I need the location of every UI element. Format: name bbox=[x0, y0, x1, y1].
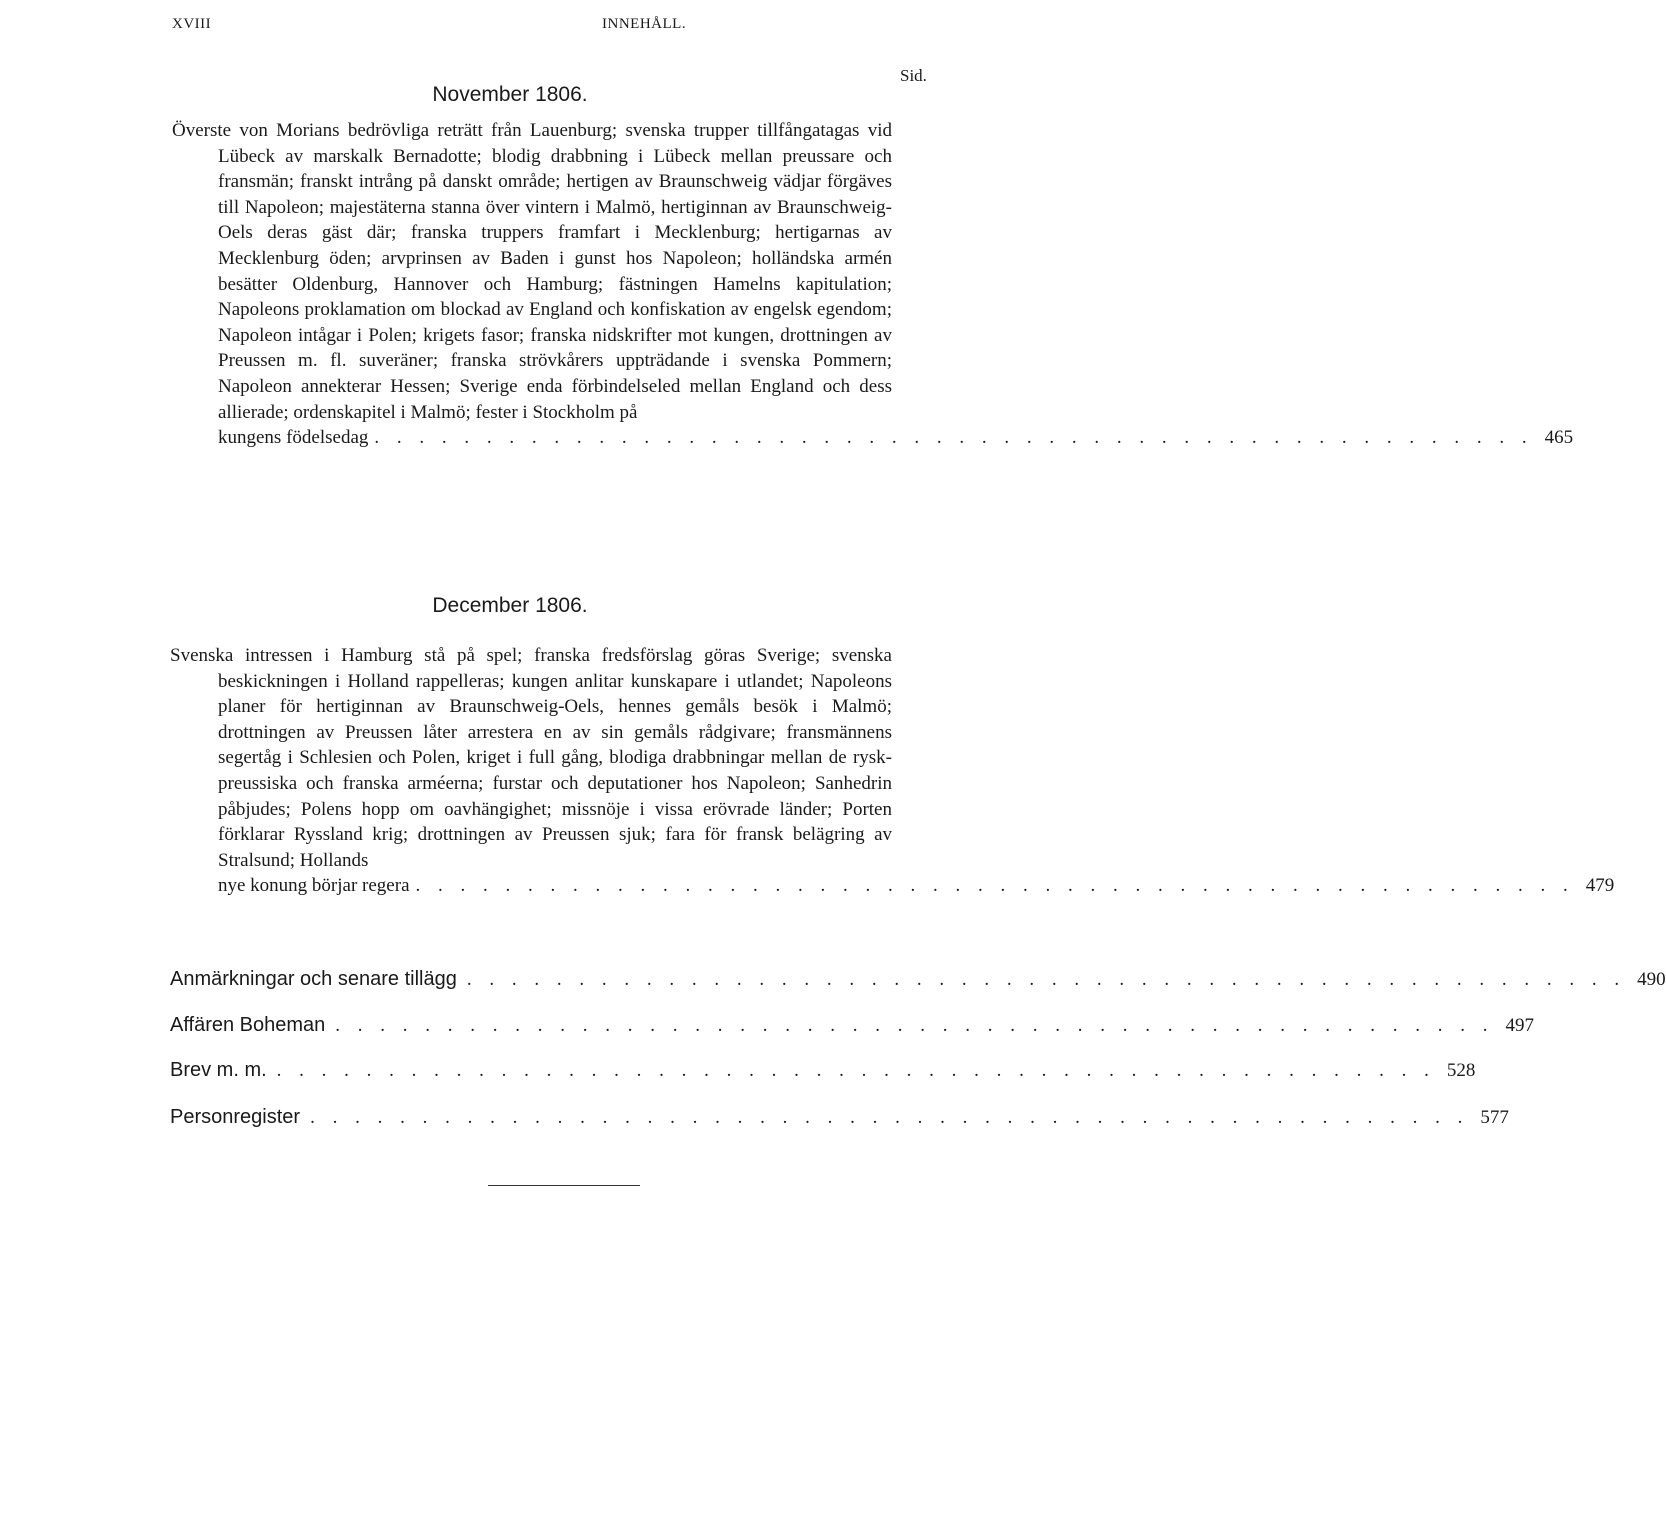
toc-entry-november bbox=[172, 118, 1574, 451]
entry-page-number: 497 bbox=[1505, 1015, 1535, 1036]
toc-entry-brev bbox=[170, 1059, 1476, 1082]
entry-summary: Svenska intressen i Hamburg stå på spel; franska fredsförslag göras Sverige; svenska beskickningen i Holland rappelleras; kungen anlitar kunskapare i utlandet; Napoleons planer för hertiginnan av Braunschweig-Oels, hennes gemåls besök i Malmö; drottningen av Preussen låter arrestera en av sin gemåls rådgivare; fransmännens segertåg i Schlesien och Polen, kriget i full gång, blodiga drabbningar mellan de rysk-preussiska och franska arméerna; furstar och deputationer hos Napoleon; Sanhedrin påbjudes; Polens hopp om oavhängighet; missnöje i vissa erövrade länder; Porten förklarar Ryssland krig; drottningen av Preussen sjuk; fara för fransk belägring av Stralsund; Hollands bbox=[170, 645, 892, 871]
entry-label: Personregister bbox=[170, 1106, 301, 1128]
page-column-label: Sid. bbox=[900, 66, 927, 85]
section-heading-november: November 1806. bbox=[432, 83, 588, 106]
toc-entry-personregister bbox=[170, 1106, 1509, 1129]
entry-last-line bbox=[218, 425, 1574, 451]
entry-summary: Överste von Morians bedrövliga reträtt från Lauenburg; svenska trupper tillfångatagas vid Lübeck av marskalk Bernadotte; blodig drabbning i Lübeck mellan preussare och fransmän; franskt intrång på danskt område; hertigen av Braunschweig vädjar förgäves till Napoleon; majestäterna stanna över vintern i Malmö, hertiginnan av Braunschweig-Oels deras gäst där; franska truppers framfart i Mecklenburg; hertigarnas av Mecklenburg öden; arvprinsen av Baden i gunst hos Napoleon; holländska armén besätter Oldenburg, Hannover och Hamburg; fästningen Hamelns kapitulation; Napoleons proklamation om blockad av England och konfiskation av engelsk egendom; Napoleon intågar i Polen; krigets fasor; franska nidskrifter mot kungen, drottningen av Preussen m. fl. suveräner; franska strövkårers uppträdande i svenska Pommern; Napoleon annekterar Hessen; Sverige enda förbindelseled mellan England och dess allierade; ordenskapitel i Malmö; fester i Stockholm på bbox=[172, 120, 892, 423]
entry-page-number: 577 bbox=[1480, 1107, 1509, 1128]
entry-page-number: 465 bbox=[1544, 427, 1574, 449]
entry-label: Affären Boheman bbox=[170, 1014, 326, 1036]
entry-page-number: 528 bbox=[1446, 1060, 1476, 1081]
entry-last-text: kungens födelsedag bbox=[218, 427, 369, 449]
entry-page-number: 479 bbox=[1585, 875, 1615, 897]
entry-last-text: nye konung börjar regera bbox=[218, 875, 410, 897]
dot-leader: . . . . . . . . . . . . . . . . . . . . . . . . . . . . . . . . . . . . . . . . . . . . . . . . . . . . bbox=[466, 969, 1626, 990]
page-title: INNEHÅLL. bbox=[602, 16, 687, 32]
dot-leader: . . . . . . . . . . . . . . . . . . . . . . . . . . . . . . . . . . . . . . . . . . . . . . . . . . . . bbox=[335, 1015, 1495, 1036]
dot-leader: . . . . . . . . . . . . . . . . . . . . . . . . . . . . . . . . . . . . . . . . . . . . . . . . . . . . bbox=[276, 1060, 1436, 1081]
entry-page-number: 490 bbox=[1637, 969, 1666, 990]
section-heading-december: December 1806. bbox=[432, 594, 588, 617]
end-rule-divider bbox=[488, 1185, 640, 1186]
toc-entry-anmarkningar bbox=[170, 968, 1666, 991]
dot-leader: . . . . . . . . . . . . . . . . . . . . . . . . . . . . . . . . . . . . . . . . . . . . . . . . . . . . bbox=[310, 1107, 1469, 1128]
dot-leader: . . . . . . . . . . . . . . . . . . . . . . . . . . . . . . . . . . . . . . . . . . . . . . . . . . . . bbox=[374, 427, 1534, 449]
entry-last-line bbox=[218, 873, 1615, 899]
page-number: XVIII bbox=[172, 16, 212, 32]
entry-label: Brev m. m. bbox=[170, 1059, 267, 1081]
toc-entry-december bbox=[170, 643, 1615, 899]
dot-leader: . . . . . . . . . . . . . . . . . . . . . . . . . . . . . . . . . . . . . . . . . . . . . . . . . . . . bbox=[415, 875, 1575, 897]
entry-label: Anmärkningar och senare tillägg bbox=[170, 968, 457, 990]
toc-entry-affaren-boheman bbox=[170, 1014, 1535, 1037]
